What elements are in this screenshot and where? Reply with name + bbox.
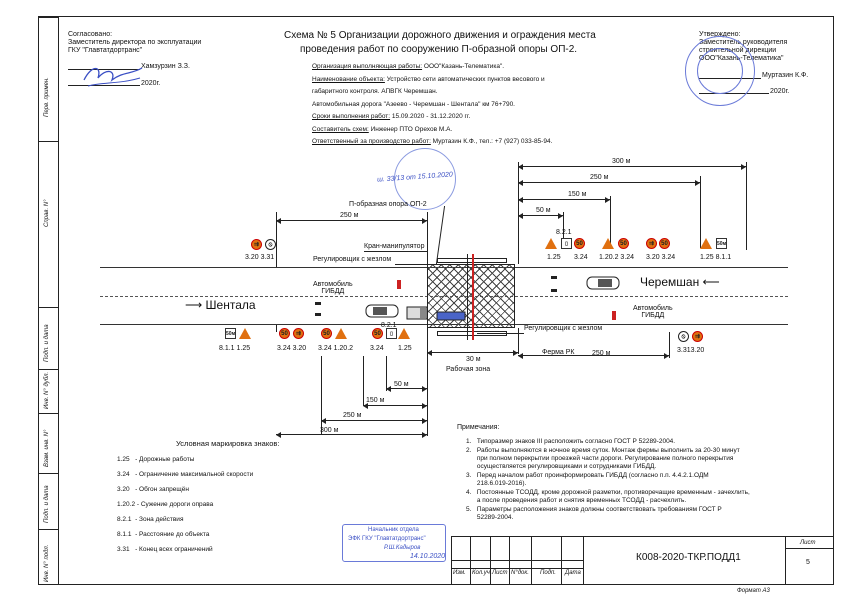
column-header: Дата [565,570,581,576]
signal-icon [315,302,321,305]
dimension-line [518,215,563,216]
direction-shentala: ⟶ Шентала [185,298,256,312]
company-seal-inner [697,48,743,94]
sign-label: 1.25 [547,254,561,261]
direction-cheremshan: Черемшан ⟵ [640,275,720,289]
sidebar-label: Взам. инв. N° [44,429,50,467]
sheet-title-line2: проведения работ по сооружению П-образной опоры ОП-2. [300,44,578,55]
farm-truss-icon [436,310,466,322]
stamp-text: Начальник отдела [368,527,419,533]
legend-item: 3.20 - Обгон запрещён [117,486,189,493]
speed-limit-sign-icon: 50 [372,328,383,339]
dimension-label: 250 м [592,350,611,357]
note-line: 1. Типоразмер знаков III расположить согласно ГОСТ Р 52289-2004. [466,438,676,445]
column-header: Кол.уч [472,570,490,576]
info-line: Ответственный за производство работ: Муртазин К.Ф., тел.: +7 (927) 033-85-94. [312,138,553,145]
no-overtaking-sign-icon: ⇉ [293,328,304,339]
dimension-line [518,182,700,183]
sidebar-label: Справ. N° [44,199,50,227]
approval-position: Заместитель директора по эксплуатации [68,39,202,46]
approval-org: ГКУ "Главтатдортранс" [68,47,143,54]
no-overtaking-sign-icon: ⇉ [646,238,657,249]
sidebar-label: Подп. и дата [44,485,50,523]
note-line: при полном перекрытии проезжей части дороги. Регулирование полного перекрытия [466,455,734,462]
sign-label: 3.20 3.24 [646,254,676,261]
zone-plate-icon: ▯ [386,328,397,339]
note-line: а после проведения работ и снятия временных ТСОДД - расчехлить. [466,497,687,504]
sign-label: 8.1.1 1.25 [219,345,251,352]
approval-year: 2020г. [141,80,161,87]
distance-plate-icon: 50м [225,328,236,339]
approval-heading: Утверждено: [699,31,741,38]
legend-title: Условная маркировка знаков: [176,439,280,448]
dimension-line [276,434,427,435]
approval-org: ООО"Казань-Телематика" [699,55,784,62]
dimension-label: 250 м [340,212,359,219]
note-line: осуществляется регулировщиками и сотрудниками ГИБДД. [466,463,657,470]
dimension-label: 300 м [612,158,631,165]
sidebar-label: Инв. N° дубл. [44,371,50,409]
gibdd-left-label: Автомобиль ГИБДД [313,281,353,295]
legend-item: 1.20.2 - Сужение дороги оправа [117,501,214,508]
flagman-icon [397,280,401,289]
no-overtaking-sign-icon: ⇉ [251,239,262,250]
sign-label: 3.24 [370,345,384,352]
crane-label: Кран-манипулятор [364,243,425,250]
narrowing-sign-icon [335,328,347,339]
column-header: Изм. [453,570,466,576]
dimension-line [386,388,427,389]
dimension-label: 50 м [394,381,409,388]
info-line: Автомобильная дорога "Азеево - Черемшан - Шентала" км 76+790. [312,101,515,108]
sign-label: 1.25 8.1.1 [700,254,732,261]
approval-signer: Муртазин К.Ф. [762,72,809,79]
sheet-number: 5 [806,559,810,566]
speed-limit-sign-icon: 50 [321,328,332,339]
dimension-line [518,199,610,200]
info-line: Наименование объекта: Устройство сети автоматических пунктов весового и [312,76,545,83]
dimension-label: 150 м [366,397,385,404]
document-code: К008-2020-ТКР.ПОДД1 [636,552,741,563]
sign-label: 1.20.2 3.24 [599,254,635,261]
approval-year: 2020г. [770,88,790,95]
dimension-line [321,420,427,421]
note-line: 2. Работы выполняются в ночное время суток. Монтаж фермы выполнить за 20-30 минут [466,447,740,454]
end-restrictions-sign-icon: ⦸ [678,331,689,342]
signal-icon [315,313,321,316]
format-label: Формат А3 [737,588,770,594]
approval-position: строительной дирекции [699,47,777,54]
stamp-text: Р.Ш.Кадыров [384,545,421,551]
gibdd-car-left-icon [364,302,400,320]
sign-label: 3.24 3.20 [277,345,307,352]
legend-item: 8.1.1 - Расстояние до объекта [117,531,210,538]
note-line: 5. Параметры расположения знаков должны соответствовать требованиям ГОСТ Р [466,506,722,513]
sidebar-label: Инв. N° подл. [44,544,50,582]
column-header: Лист [492,570,508,576]
dimension-label: 150 м [568,191,587,198]
speed-limit-sign-icon: 50 [659,238,670,249]
sign-label: 1.25 [398,345,412,352]
dimension-label: 250 м [590,174,609,181]
left-stamp-column [38,16,58,585]
note-line: 52289-2004. [466,514,514,521]
legend-item: 1.25 - Дорожные работы [117,456,195,463]
dimension-label: 30 м [466,356,481,363]
gibdd-car-right-icon [585,274,621,292]
approval-heading: Согласовано: [68,31,113,38]
info-line: габаритного контроля. АПВГК Черемшан. [312,88,438,95]
legend-item: 3.24 - Ограничение максимальной скорости [117,471,254,478]
support-label: П-образная опора ОП-2 [349,201,427,208]
dimension-label: 300 м [320,427,339,434]
approval-position: Заместитель руководителя [699,39,788,46]
dimension-line [363,405,427,406]
signature-left [80,58,150,92]
signal-icon [551,289,557,292]
sign-label: 3.24 1.20.2 [318,345,354,352]
road-works-sign-icon [239,328,251,339]
info-line: Сроки выполнения работ: 15.09.2020 - 31.12.2020 гг. [312,113,471,120]
note-line: 4. Постоянные ТСОДД, кроме дорожной разметки, противоречащие временным - зачехлить, [466,489,750,496]
notes-title: Примечания: [457,424,500,431]
note-line: 3. Перед началом работ проинформировать ГИБДД (согласно п.п. 4.4.2.1.ОДМ [466,472,709,479]
flagman-label: Регулировщик с жезлом [524,325,603,332]
signal-icon [551,276,557,279]
sheet-label: Лист [800,540,816,546]
speed-limit-sign-icon: 50 [574,238,585,249]
speed-limit-sign-icon: 50 [618,238,629,249]
speed-limit-sign-icon: 50 [279,328,290,339]
flagman-icon [612,311,616,320]
dimension-label: 50 м [536,207,551,214]
stamp-date: 14.10.2020 [410,553,446,560]
flagman-label: Регулировщик с жезлом [313,256,392,263]
end-restrictions-sign-icon: ⦸ [265,239,276,250]
no-overtaking-sign-icon: ⇉ [692,331,703,342]
narrowing-sign-icon [602,238,614,249]
sidebar-label: Подп. и дата [44,324,50,362]
column-header: N°док. [511,570,529,576]
legend-item: 3.31 - Конец всех ограничений [117,546,213,553]
dimension-line [518,166,746,167]
road-works-sign-icon [398,328,410,339]
crane-truck-icon [406,305,428,321]
approval-signer: Хамзурзин З.З. [141,63,190,70]
column-header: Подп. [540,570,556,576]
gibdd-right-label: Автомобиль ГИБДД [633,305,673,319]
sheet-title-line1: Схема № 5 Организации дорожного движения и ограждения места [284,30,596,41]
dimension-label: 250 м [343,412,362,419]
sign-label: 3.24 [574,254,588,261]
stamp-text: ЭФК ГКУ "Главтатдортранс" [348,536,426,542]
sign-label: 3.313.20 [677,347,705,354]
sign-label: 8.2.1 [556,229,572,236]
farm-label: Ферма РК [542,349,575,356]
dimension-line [427,352,518,353]
dimension-line [276,220,427,221]
info-line: Организация выполняющая работы: ООО"Казань-Телематика". [312,63,505,70]
sidebar-label: Перв. примен. [44,77,50,117]
sign-label: 8.2.1 [381,322,397,329]
info-line: Составитель схем: Инженер ПТО Орехов М.А. [312,126,453,133]
sign-label: 3.20 3.31 [245,254,275,261]
work-zone-label: Рабочая зона [446,366,491,373]
road-works-sign-icon [545,238,557,249]
distance-plate-icon: 50м [716,238,727,249]
road-works-sign-icon [700,238,712,249]
zone-plate-icon: ▯ [561,238,572,249]
note-line: 218.6.019-2016). [466,480,527,487]
handwritten-note: ш. 33/13 от 15.10.2020 [376,171,454,184]
legend-item: 8.2.1 - Зона действия [117,516,184,523]
